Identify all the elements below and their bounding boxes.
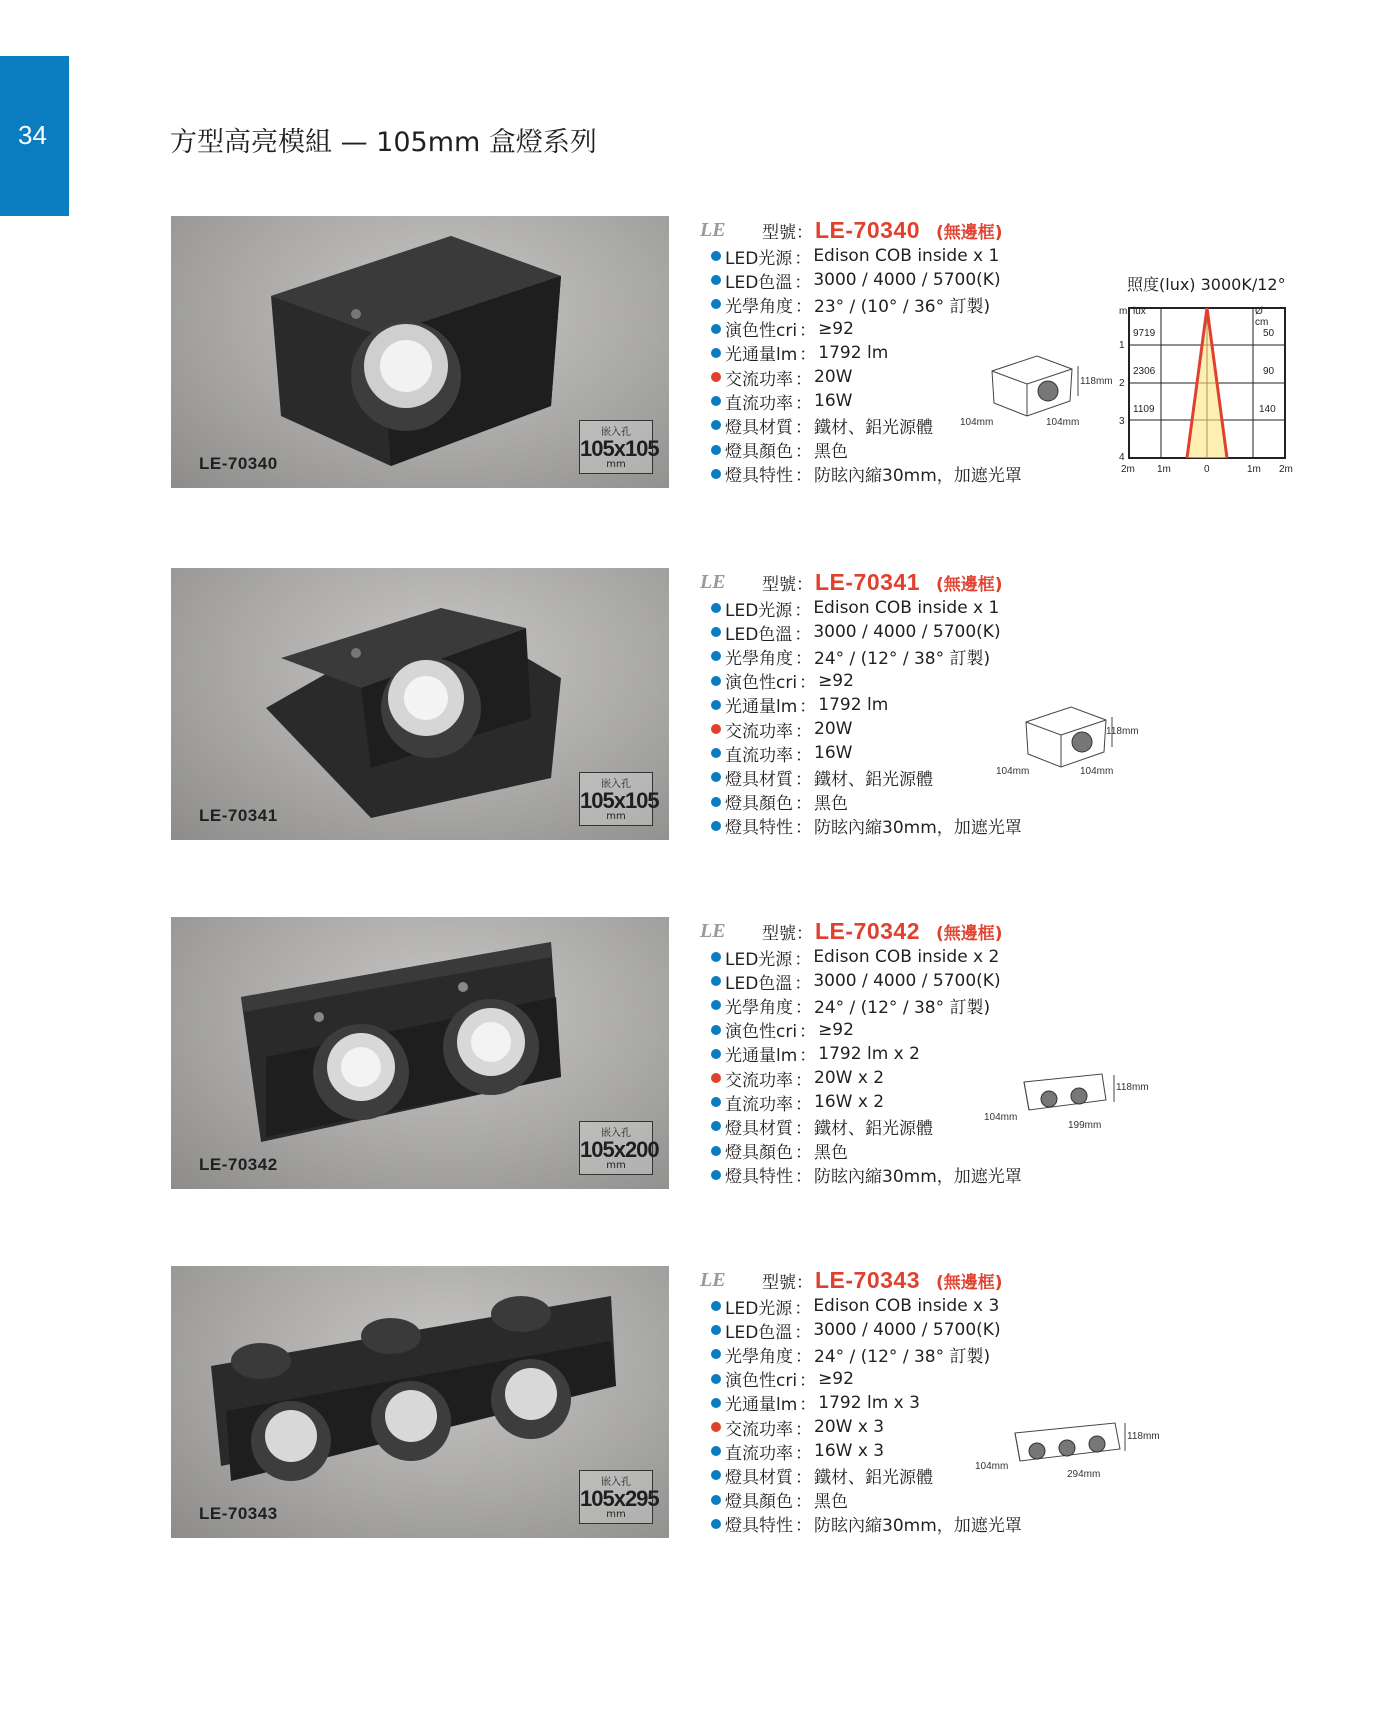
spec-value: ≥92 [818, 318, 854, 339]
lux-x-tick: 2m [1121, 464, 1135, 475]
model-heading [700, 568, 1003, 596]
spec-value: 鐵材、鋁光源體 [814, 417, 933, 438]
dim-depth: 104mm [975, 1461, 1009, 1472]
le-logo-icon: LE [700, 570, 726, 593]
spec-key: 燈具材質 [725, 417, 793, 438]
model-heading [700, 216, 1003, 244]
spec-key: 交流功率 [725, 1070, 793, 1091]
product-photo [171, 568, 669, 840]
model-code: LE-70341 [815, 568, 921, 595]
bullet-icon [711, 1000, 721, 1010]
bullet-icon [711, 748, 721, 758]
cutout-label: 嵌入孔 [601, 1477, 631, 1488]
lux-unit-m: m [1119, 306, 1128, 317]
product-photo [171, 216, 669, 488]
spec-item: 燈具材質 ： 鐵材、鋁光源體 [711, 1463, 1022, 1487]
spec-item: 演色性cri ： ≥92 [711, 1367, 1022, 1391]
model-heading [700, 917, 1003, 945]
lux-row-diameter: 140 [1259, 404, 1276, 415]
spec-item: LED色溫 ： 3000 / 4000 / 5700(K) [711, 1318, 1022, 1342]
spec-item: 直流功率 ： 16W x 3 [711, 1439, 1022, 1463]
spec-value: 鐵材、鋁光源體 [814, 1467, 933, 1488]
spec-item: 直流功率 ： 16W [711, 741, 1022, 765]
bullet-icon [711, 1519, 721, 1529]
spec-item: 燈具特性 ： 防眩內縮30mm，加遮光罩 [711, 1512, 1022, 1536]
spec-value: Edison COB inside x 3 [813, 1296, 1000, 1317]
bullet-icon [711, 651, 721, 661]
spec-item: LED光源 ： Edison COB inside x 2 [711, 945, 1022, 969]
bullet-icon [711, 299, 721, 309]
spec-value: ≥92 [818, 1368, 854, 1389]
spec-value: ≥92 [818, 1019, 854, 1040]
le-logo-icon: LE [700, 919, 726, 942]
spec-item: 燈具特性 ： 防眩內縮30mm，加遮光罩 [711, 1163, 1022, 1187]
spec-value: 16W [814, 391, 853, 412]
spec-key: 燈具材質 [725, 1118, 793, 1139]
photo-model-label: LE-70340 [199, 454, 278, 473]
spec-item: 交流功率 ： 20W x 2 [711, 1066, 1022, 1090]
spec-item: 光學角度 ： 24° / (12° / 38° 訂製) [711, 1342, 1022, 1366]
spec-value: 鐵材、鋁光源體 [814, 1118, 933, 1139]
spec-value: 3000 / 4000 / 5700(K) [813, 971, 1001, 992]
bullet-icon [711, 251, 721, 261]
dimension-drawing [984, 1072, 1159, 1142]
page-title: 方型高亮模組 — 105mm 盒燈系列 [170, 127, 597, 158]
spec-item: 光通量lm ： 1792 lm [711, 693, 1022, 717]
spec-item: 燈具顏色 ： 黑色 [711, 1139, 1022, 1163]
spec-item: 演色性cri ： ≥92 [711, 317, 1022, 341]
bullet-icon [711, 396, 721, 406]
spec-key: 燈具特性 [725, 1516, 793, 1537]
lux-row-distance: 2 [1119, 378, 1125, 389]
cutout-size-badge [579, 420, 659, 474]
le-logo-icon: LE [700, 1268, 726, 1291]
product-section-3 [0, 917, 1383, 1207]
spec-value: 1792 lm x 3 [818, 1392, 920, 1413]
bullet-icon [711, 603, 721, 613]
spec-item: 直流功率 ： 16W [711, 389, 1022, 413]
spec-value: 20W [814, 367, 853, 388]
spec-key: 演色性cri [725, 321, 798, 342]
lux-row-diameter: 90 [1263, 366, 1275, 377]
spec-value: 24° / (12° / 38° 訂製) [814, 1346, 991, 1367]
spec-item: 燈具顏色 ： 黑色 [711, 438, 1022, 462]
spec-item: 燈具顏色 ： 黑色 [711, 790, 1022, 814]
dim-width: 294mm [1067, 1469, 1101, 1480]
spec-item: LED光源 ： Edison COB inside x 1 [711, 596, 1022, 620]
spec-item: LED色溫 ： 3000 / 4000 / 5700(K) [711, 268, 1022, 292]
spec-value: 24° / (12° / 38° 訂製) [814, 648, 991, 669]
cutout-label: 嵌入孔 [601, 427, 631, 438]
lux-x-tick: 0 [1204, 464, 1210, 475]
spec-key: LED光源 [725, 248, 793, 269]
spec-key: 光學角度 [725, 296, 793, 317]
spec-key: LED色溫 [725, 1322, 793, 1343]
cutout-size-badge [579, 1121, 659, 1175]
spec-value: Edison COB inside x 1 [813, 598, 1000, 619]
spec-key: 交流功率 [725, 721, 793, 742]
bullet-icon [711, 676, 721, 686]
bullet-icon [711, 1170, 721, 1180]
spec-value: 黑色 [814, 442, 848, 463]
spec-value: 黑色 [814, 1143, 848, 1164]
spec-value: 3000 / 4000 / 5700(K) [813, 622, 1001, 643]
spec-key: 光通量lm [725, 1046, 798, 1067]
spec-key: 燈具顏色 [725, 1143, 793, 1164]
dimension-drawing [975, 1421, 1170, 1491]
spec-value: 20W x 3 [814, 1417, 885, 1438]
spec-item: LED色溫 ： 3000 / 4000 / 5700(K) [711, 620, 1022, 644]
bullet-icon [711, 1398, 721, 1408]
model-prefix: 型號： [762, 222, 813, 243]
bullet-icon [711, 324, 721, 334]
dim-height: 118mm [1127, 1431, 1160, 1442]
dim-depth: 104mm [984, 1112, 1018, 1123]
spec-key: 光通量lm [725, 345, 798, 366]
spec-key: 光通量lm [725, 697, 798, 718]
bullet-icon [711, 348, 721, 358]
lux-row-distance: 1 [1119, 340, 1125, 351]
bullet-icon [711, 445, 721, 455]
cutout-label: 嵌入孔 [601, 779, 631, 790]
bullet-icon [711, 1049, 721, 1059]
lux-row-distance: 3 [1119, 416, 1125, 427]
bullet-icon [711, 976, 721, 986]
spec-item: 演色性cri ： ≥92 [711, 669, 1022, 693]
bullet-icon [711, 1495, 721, 1505]
spec-item: 交流功率 ： 20W [711, 365, 1022, 389]
bullet-icon [711, 797, 721, 807]
bullet-icon [711, 1025, 721, 1035]
spec-list [711, 945, 1022, 1187]
spec-key: 光通量lm [725, 1395, 798, 1416]
bullet-icon [711, 1073, 721, 1083]
spec-item: 交流功率 ： 20W x 3 [711, 1415, 1022, 1439]
page-number: 34 [18, 120, 47, 150]
dim-width: 199mm [1068, 1120, 1102, 1131]
model-prefix: 型號： [762, 574, 813, 595]
spec-key: LED色溫 [725, 624, 793, 645]
dim-depth: 104mm [996, 766, 1030, 777]
spec-item: 光學角度 ： 24° / (12° / 38° 訂製) [711, 644, 1022, 668]
spec-item: LED光源 ： Edison COB inside x 1 [711, 244, 1022, 268]
spec-value: 23° / (10° / 36° 訂製) [814, 296, 991, 317]
spec-key: 光學角度 [725, 648, 793, 669]
bullet-icon [711, 627, 721, 637]
photo-model-label: LE-70343 [199, 1504, 278, 1523]
lux-row-value: 2306 [1133, 366, 1156, 377]
bullet-icon [711, 1146, 721, 1156]
bullet-icon [711, 1470, 721, 1480]
spec-value: 24° / (12° / 38° 訂製) [814, 997, 991, 1018]
spec-item: 燈具顏色 ： 黑色 [711, 1488, 1022, 1512]
spec-item: LED色溫 ： 3000 / 4000 / 5700(K) [711, 969, 1022, 993]
spec-item: 燈具材質 ： 鐵材、鋁光源體 [711, 413, 1022, 437]
bullet-icon [711, 275, 721, 285]
spec-value: 防眩內縮30mm，加遮光罩 [814, 466, 1022, 487]
cutout-unit: mm [606, 811, 626, 822]
model-heading [700, 1266, 1003, 1294]
spec-item: 燈具材質 ： 鐵材、鋁光源體 [711, 1114, 1022, 1138]
lux-row-value: 1109 [1133, 404, 1155, 415]
bullet-icon [711, 1097, 721, 1107]
lux-col-lux: lux [1133, 306, 1146, 317]
spec-value: Edison COB inside x 2 [813, 947, 1000, 968]
spec-key: 直流功率 [725, 393, 793, 414]
bullet-icon [711, 952, 721, 962]
spec-key: LED光源 [725, 1298, 793, 1319]
spec-item: 光通量lm ： 1792 lm [711, 341, 1022, 365]
spec-value: ≥92 [818, 670, 854, 691]
spec-item: 燈具材質 ： 鐵材、鋁光源體 [711, 765, 1022, 789]
bullet-icon [711, 821, 721, 831]
spec-key: 燈具顏色 [725, 1492, 793, 1513]
spec-key: 光學角度 [725, 1346, 793, 1367]
spec-value: 16W x 2 [814, 1092, 885, 1113]
spec-key: 燈具材質 [725, 1467, 793, 1488]
spec-value: 3000 / 4000 / 5700(K) [813, 270, 1001, 291]
spec-key: 燈具特性 [725, 466, 793, 487]
bullet-icon [711, 1121, 721, 1131]
cutout-unit: mm [606, 1160, 626, 1171]
spec-key: LED色溫 [725, 973, 793, 994]
spec-item: 光通量lm ： 1792 lm x 3 [711, 1391, 1022, 1415]
cutout-unit: mm [606, 1509, 626, 1520]
spec-key: LED色溫 [725, 272, 793, 293]
lux-chart-title: 照度(lux) 3000K/12° [1127, 275, 1286, 294]
lux-y-end: 4 [1119, 452, 1125, 463]
model-code: LE-70340 [815, 216, 921, 243]
spec-value: 16W x 3 [814, 1441, 885, 1462]
cutout-size-badge [579, 772, 659, 826]
spec-item: 光學角度 ： 23° / (10° / 36° 訂製) [711, 292, 1022, 316]
dim-height: 118mm [1106, 726, 1139, 737]
cutout-label: 嵌入孔 [601, 1128, 631, 1139]
spec-list [711, 596, 1022, 838]
spec-item: 交流功率 ： 20W [711, 717, 1022, 741]
dimension-drawing [962, 351, 1112, 431]
spec-item: 燈具特性 ： 防眩內縮30mm，加遮光罩 [711, 462, 1022, 486]
spec-key: 燈具顏色 [725, 442, 793, 463]
spec-key: 直流功率 [725, 1094, 793, 1115]
spec-item: 光學角度 ： 24° / (12° / 38° 訂製) [711, 993, 1022, 1017]
product-photo [171, 1266, 669, 1538]
cutout-unit: mm [606, 459, 626, 470]
spec-value: 1792 lm x 2 [818, 1043, 920, 1064]
bullet-icon [711, 1422, 721, 1432]
spec-value: 防眩內縮30mm，加遮光罩 [814, 818, 1022, 839]
cutout-size-badge [579, 1470, 659, 1524]
bullet-icon [711, 469, 721, 479]
spec-item: 直流功率 ： 16W x 2 [711, 1090, 1022, 1114]
bullet-icon [711, 700, 721, 710]
dim-height: 118mm [1080, 376, 1113, 387]
spec-key: 燈具材質 [725, 769, 793, 790]
spec-key: 交流功率 [725, 1419, 793, 1440]
product-photo [171, 917, 669, 1189]
model-code: LE-70342 [815, 917, 921, 944]
spec-value: 20W [814, 719, 853, 740]
bullet-icon [711, 1301, 721, 1311]
bullet-icon [711, 772, 721, 782]
spec-value: Edison COB inside x 1 [813, 246, 1000, 267]
spec-value: 1792 lm [818, 694, 889, 715]
dim-width: 104mm [1080, 766, 1114, 777]
bullet-icon [711, 1325, 721, 1335]
lux-x-tick: 2m [1279, 464, 1293, 475]
spec-key: 燈具特性 [725, 1167, 793, 1188]
spec-key: 光學角度 [725, 997, 793, 1018]
spec-key: 演色性cri [725, 1371, 798, 1392]
lux-x-tick: 1m [1247, 464, 1261, 475]
model-prefix: 型號： [762, 1272, 813, 1293]
frame-type: (無邊框) [936, 923, 1003, 944]
product-section-4 [0, 1266, 1383, 1556]
dim-depth: 104mm [960, 417, 994, 428]
frame-type: (無邊框) [936, 574, 1003, 595]
cutout-size: 105x200 [580, 1137, 659, 1162]
bullet-icon [711, 372, 721, 382]
photo-model-label: LE-70341 [199, 806, 278, 825]
lux-row-diameter: 50 [1263, 328, 1275, 339]
cutout-size: 105x295 [580, 1486, 659, 1511]
spec-value: 鐵材、鋁光源體 [814, 769, 933, 790]
bullet-icon [711, 1349, 721, 1359]
spec-key: 燈具特性 [725, 818, 793, 839]
bullet-icon [711, 420, 721, 430]
spec-value: 黑色 [814, 794, 848, 815]
spec-key: 演色性cri [725, 673, 798, 694]
product-section-2 [0, 568, 1383, 858]
spec-value: 3000 / 4000 / 5700(K) [813, 1320, 1001, 1341]
dim-width: 104mm [1046, 417, 1080, 428]
dim-height: 118mm [1116, 1082, 1149, 1093]
spec-value: 防眩內縮30mm，加遮光罩 [814, 1516, 1022, 1537]
model-code: LE-70343 [815, 1266, 921, 1293]
spec-item: 演色性cri ： ≥92 [711, 1018, 1022, 1042]
bullet-icon [711, 1374, 721, 1384]
frame-type: (無邊框) [936, 1272, 1003, 1293]
cutout-size: 105x105 [580, 436, 659, 461]
bullet-icon [711, 724, 721, 734]
spec-key: 交流功率 [725, 369, 793, 390]
spec-item: LED光源 ： Edison COB inside x 3 [711, 1294, 1022, 1318]
frame-type: (無邊框) [936, 222, 1003, 243]
spec-item: 燈具特性 ： 防眩內縮30mm，加遮光罩 [711, 814, 1022, 838]
spec-value: 20W x 2 [814, 1068, 885, 1089]
cutout-size: 105x105 [580, 788, 659, 813]
dimension-drawing [996, 702, 1146, 782]
spec-list [711, 1294, 1022, 1536]
model-prefix: 型號： [762, 923, 813, 944]
photo-model-label: LE-70342 [199, 1155, 278, 1174]
bullet-icon [711, 1446, 721, 1456]
spec-key: LED光源 [725, 949, 793, 970]
spec-value: 1792 lm [818, 342, 889, 363]
lux-x-tick: 1m [1157, 464, 1171, 475]
le-logo-icon: LE [700, 218, 726, 241]
spec-key: 演色性cri [725, 1022, 798, 1043]
spec-key: 直流功率 [725, 745, 793, 766]
spec-value: 16W [814, 743, 853, 764]
spec-key: LED光源 [725, 600, 793, 621]
lux-col-cm: Ø cm [1255, 306, 1269, 328]
spec-value: 黑色 [814, 1492, 848, 1513]
spec-key: 燈具顏色 [725, 794, 793, 815]
spec-item: 光通量lm ： 1792 lm x 2 [711, 1042, 1022, 1066]
lux-row-value: 9719 [1133, 328, 1156, 339]
spec-key: 直流功率 [725, 1443, 793, 1464]
spec-value: 防眩內縮30mm，加遮光罩 [814, 1167, 1022, 1188]
